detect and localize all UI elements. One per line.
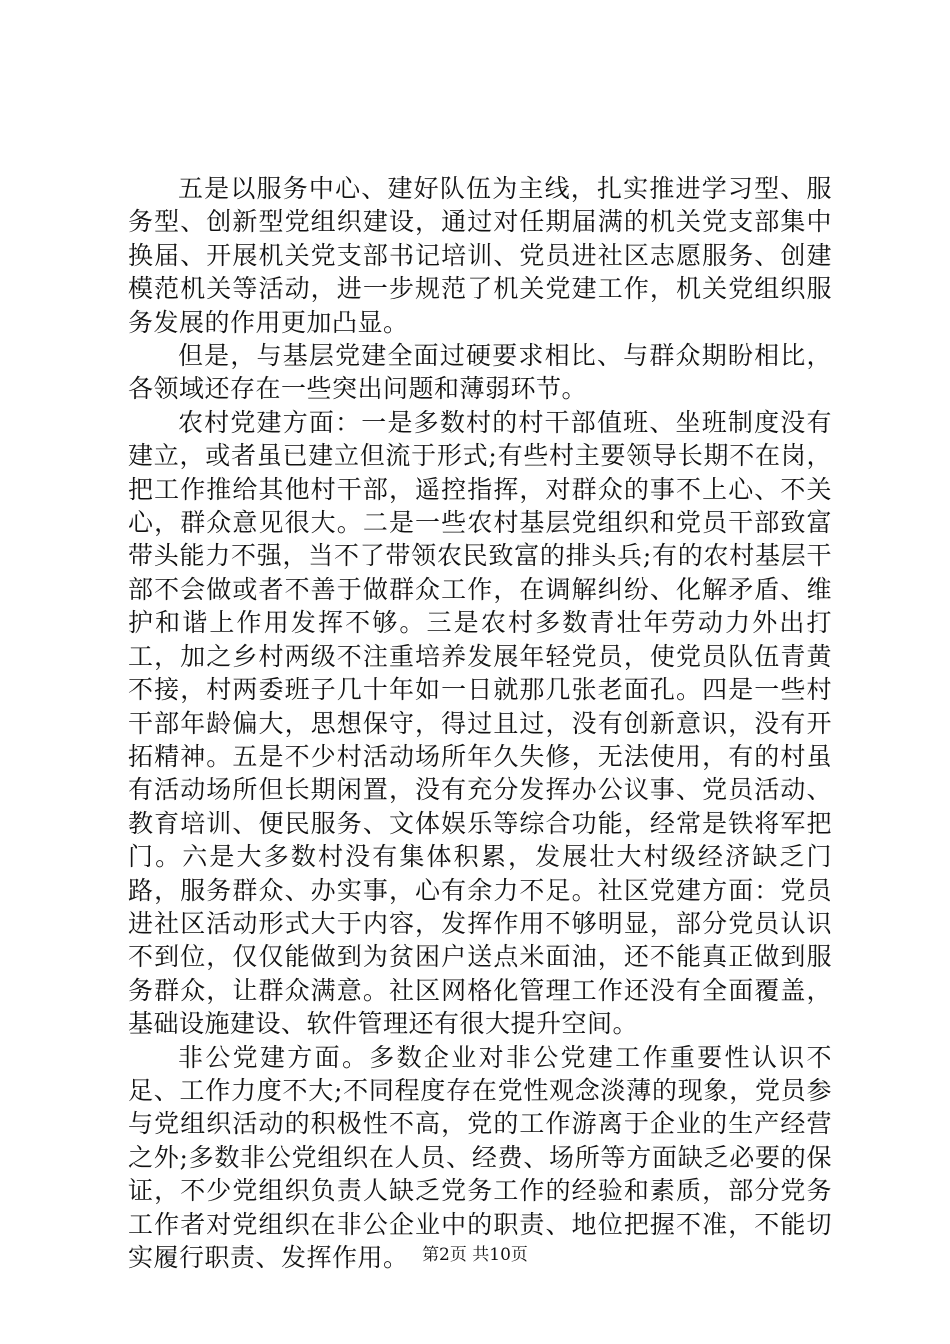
page-footer: 第2页 共10页 <box>422 1245 528 1265</box>
paragraph-service-center: 五是以服务中心、建好队伍为主线，扎实推进学习型、服务型、创新型党组织建设，通过对任期届满的机关党支部集中换届、开展机关党支部书记培训、党员进社区志愿服务、创建模范机关等活动，进一步规范了机关党建工作，机关党组织服务发展的作用更加凸显。 <box>128 174 832 337</box>
document-body <box>128 172 832 1274</box>
paragraph-rural-party-building: 农村党建方面：一是多数村的村干部值班、坐班制度没有建立，或者虽已建立但流于形式;有些村主要领导长期不在岗，把工作推给其他村干部，遥控指挥，对群众的事不上心、不关心，群众意见很大。二是一些农村基层党组织和党员干部致富带头能力不强，当不了带领农民致富的排头兵;有的农村基层干部不会做或者不善于做群众工作，在调解纠纷、化解矛盾、维护和谐上作用发挥不够。三是农村多数青壮年劳动力外出打工，加之乡村两级不注重培养发展年轻党员，使党员队伍青黄不接，村两委班子几十年如一日就那几张老面孔。四是一些村干部年龄偏大，思想保守，得过且过，没有创新意识，没有开拓精神。五是不少村活动场所年久失修，无法使用，有的村虽有活动场所但长期闲置，没有充分发挥办公议事、党员活动、教育培训、便民服务、文体娱乐等综合功能，经常是铁将军把门。六是大多数村没有集体积累，发展壮大村级经济缺乏门路，服务群众、办实事，心有余力不足。社区党建方面：党员进社区活动形式大于内容，发挥作用不够明显，部分党员认识不到位，仅仅能做到为贫困户送点米面油，还不能真正做到服务群众，让群众满意。社区网格化管理工作还没有全面覆盖，基础设施建设、软件管理还有很大提升空间。 <box>128 407 832 1039</box>
paragraph-non-public-party-building: 非公党建方面。多数企业对非公党建工作重要性认识不足、工作力度不大;不同程度存在党性观念淡薄的现象，党员参与党组织活动的积极性不高，党的工作游离于企业的生产经营之外;多数非公党组织在人员、经费、场所等方面缺乏必要的保证，不少党组织负责人缺乏党务工作的经验和素质，部分党务工作者对党组织在非公企业中的职责、地位把握不准，不能切实履行职责、发挥作用。 <box>128 1042 832 1272</box>
paragraph-problems-intro: 但是，与基层党建全面过硬要求相比、与群众期盼相比，各领域还存在一些突出问题和薄弱环节。 <box>128 341 832 404</box>
